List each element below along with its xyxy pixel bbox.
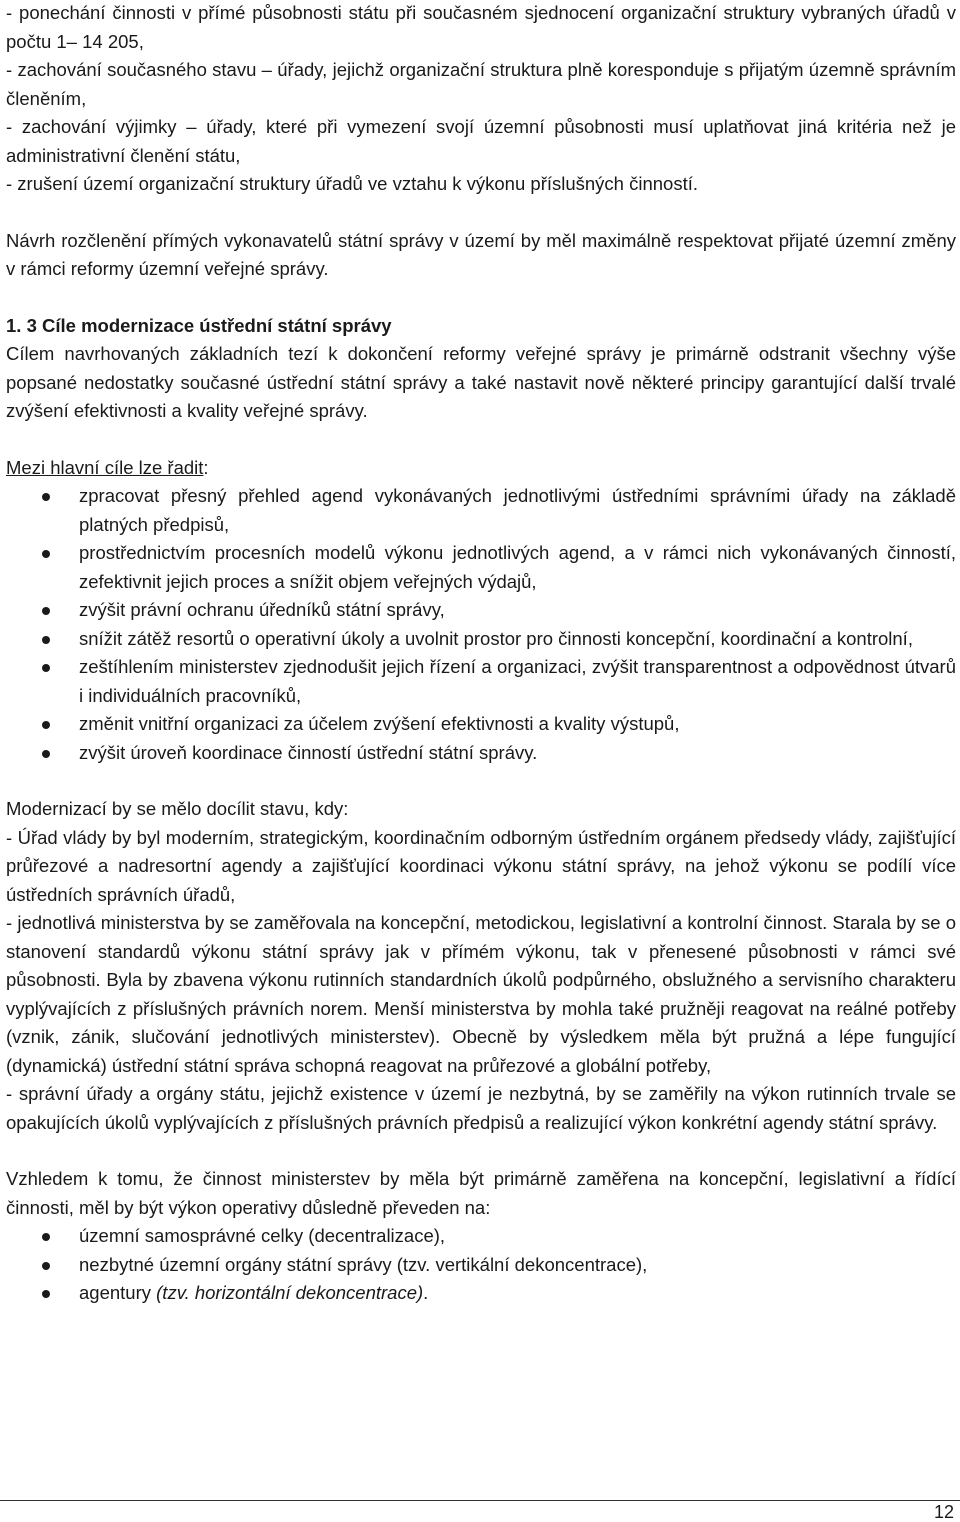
goals-label-text: Mezi hlavní cíle lze řadit bbox=[6, 456, 204, 478]
list-item-italic: (tzv. horizontální dekoncentrace) bbox=[156, 1282, 424, 1303]
section-intro: Cílem navrhovaných základních tezí k dokončení reformy veřejné správy je primárně odstranit všechny výše popsané nedostatky současné ústřední státní správy a také nastavit nově některé principy garantující další trvalé zvýšení efektivnosti a kvality veřejné správy. bbox=[6, 343, 956, 421]
bullet-icon bbox=[42, 1233, 50, 1241]
list-item-text: zpracovat přesný přehled agend vykonávaných jednotlivými ústředními správními úřady na základě platných předpisů, bbox=[79, 485, 956, 535]
bullet-icon bbox=[42, 493, 50, 501]
intro-line: - zachování výjimky – úřady, které při vymezení svojí územní působnosti musí uplatňovat jiná kritéria než je administrativní členění státu, bbox=[6, 116, 956, 166]
goals-label-suffix: : bbox=[203, 456, 209, 478]
spacer bbox=[6, 426, 956, 454]
bullet-icon bbox=[42, 636, 50, 644]
transfer-intro: Vzhledem k tomu, že činnost ministerstev by měla být primárně zaměřena na koncepční, legislativní a řídící činnosti, měl by být výkon operativy důsledně převeden na: bbox=[6, 1168, 956, 1218]
list-item-text: zvýšit úroveň koordinace činností ústřední státní správy. bbox=[79, 741, 538, 763]
spacer bbox=[6, 199, 956, 227]
bullet-icon bbox=[42, 550, 50, 558]
list-item-text: změnit vnitřní organizaci za účelem zvýšení efektivnosti a kvality výstupů, bbox=[79, 713, 680, 734]
modernization-intro: Modernizací by se mělo docílit stavu, kdy: bbox=[6, 798, 349, 819]
list-item bbox=[6, 1222, 956, 1251]
spacer bbox=[6, 767, 956, 795]
list-item-text: snížit zátěž resortů o operativní úkoly a uvolnit prostor pro činnosti koncepční, koordinační a kontrolní, bbox=[79, 627, 913, 649]
intro-line: - zachování současného stavu – úřady, jejichž organizační struktura plně koresponduje s přijatým územně správním členěním, bbox=[6, 59, 956, 109]
bullet-icon bbox=[42, 607, 50, 615]
list-item-text: územní samosprávné celky (decentralizace), bbox=[79, 1225, 446, 1246]
modernization-item: - jednotlivá ministerstva by se zaměřovala na koncepční, metodickou, legislativní a kontrolní činnost. Starala by se o stanovení standardů výkonu státní správy jak v přímém výkonu, tak v přenesené působnosti v rámci své působnosti. Byla by zbavena výkonu rutinních standardních úkolů podpůrného, obslužného a servisního charakteru vyplývajících z příslušných právních norem. Menší ministerstva by mohla také pružněji reagovat na reálné potřeby (vznik, zánik, slučování jednotlivých ministerstev). Obecně by výsledkem měla být pružná a lépe fungující (dynamická) ústřední státní správa schopná reagovat na průřezové a globální potřeby, bbox=[6, 912, 956, 1076]
spacer bbox=[6, 1137, 956, 1165]
list-item bbox=[6, 739, 956, 768]
section-heading: 1. 3 Cíle modernizace ústřední státní správy bbox=[6, 314, 392, 336]
list-item bbox=[6, 596, 956, 625]
footer-divider bbox=[0, 1500, 960, 1501]
bullet-icon bbox=[42, 1290, 50, 1298]
intro-line: - ponechání činnosti v přímé působnosti státu při současném sjednocení organizační struktury vybraných úřadů v počtu 1– 14 205, bbox=[6, 2, 956, 52]
modernization-item: - Úřad vlády by byl moderním, strategickým, koordinačním odborným ústředním orgánem předsedy vlády, zajišťující průřezové a nadresortní agendy a zajišťující koordinaci výkonu státní správy, na jehož výkonu se podílí více ústředních správních úřadů, bbox=[6, 826, 956, 905]
transfer-list bbox=[6, 1222, 956, 1308]
modernization-item: - správní úřady a orgány státu, jejichž existence v území je nezbytná, by se zaměřily na výkon rutinních trvale se opakujících úkolů vyplývajících z příslušných právních předpisů a realizující výkon konkrétní agendy státní správy. bbox=[6, 1083, 956, 1133]
list-item bbox=[6, 1251, 956, 1280]
list-item bbox=[6, 1279, 956, 1308]
list-item-text: zvýšit právní ochranu úředníků státní správy, bbox=[79, 599, 445, 620]
list-item bbox=[6, 539, 956, 596]
intro-line: - zrušení území organizační struktury úřadů ve vztahu k výkonu příslušných činností. bbox=[6, 173, 699, 194]
list-item bbox=[6, 710, 956, 739]
list-item-text: zeštíhlením ministerstev zjednodušit jejich řízení a organizaci, zvýšit transparentnost a odpovědnost útvarů i individuálních pracovníků, bbox=[79, 656, 956, 706]
page-number: 12 bbox=[933, 1502, 954, 1522]
bullet-icon bbox=[42, 1262, 50, 1270]
list-item bbox=[6, 653, 956, 710]
list-item bbox=[6, 625, 956, 654]
bullet-icon bbox=[42, 664, 50, 672]
list-item-text: nezbytné územní orgány státní správy (tzv. vertikální dekoncentrace), bbox=[79, 1253, 648, 1275]
list-item-prefix: agentury bbox=[79, 1282, 157, 1303]
page-content bbox=[6, 0, 956, 1308]
list-item bbox=[6, 482, 956, 539]
spacer bbox=[6, 284, 956, 312]
bullet-icon bbox=[42, 721, 50, 729]
goals-list bbox=[6, 482, 956, 767]
list-item-text: prostřednictvím procesních modelů výkonu jednotlivých agend, a v rámci nich vykonávaných činností, zefektivnit jejich proces a snížit objem veřejných výdajů, bbox=[79, 542, 956, 592]
bullet-icon bbox=[42, 750, 50, 758]
list-item-suffix: . bbox=[423, 1282, 429, 1303]
goals-label bbox=[6, 454, 956, 483]
proposal-paragraph: Návrh rozčlenění přímých vykonavatelů státní správy v území by měl maximálně respektovat přijaté územní změny v rámci reformy územní veřejné správy. bbox=[6, 229, 956, 279]
